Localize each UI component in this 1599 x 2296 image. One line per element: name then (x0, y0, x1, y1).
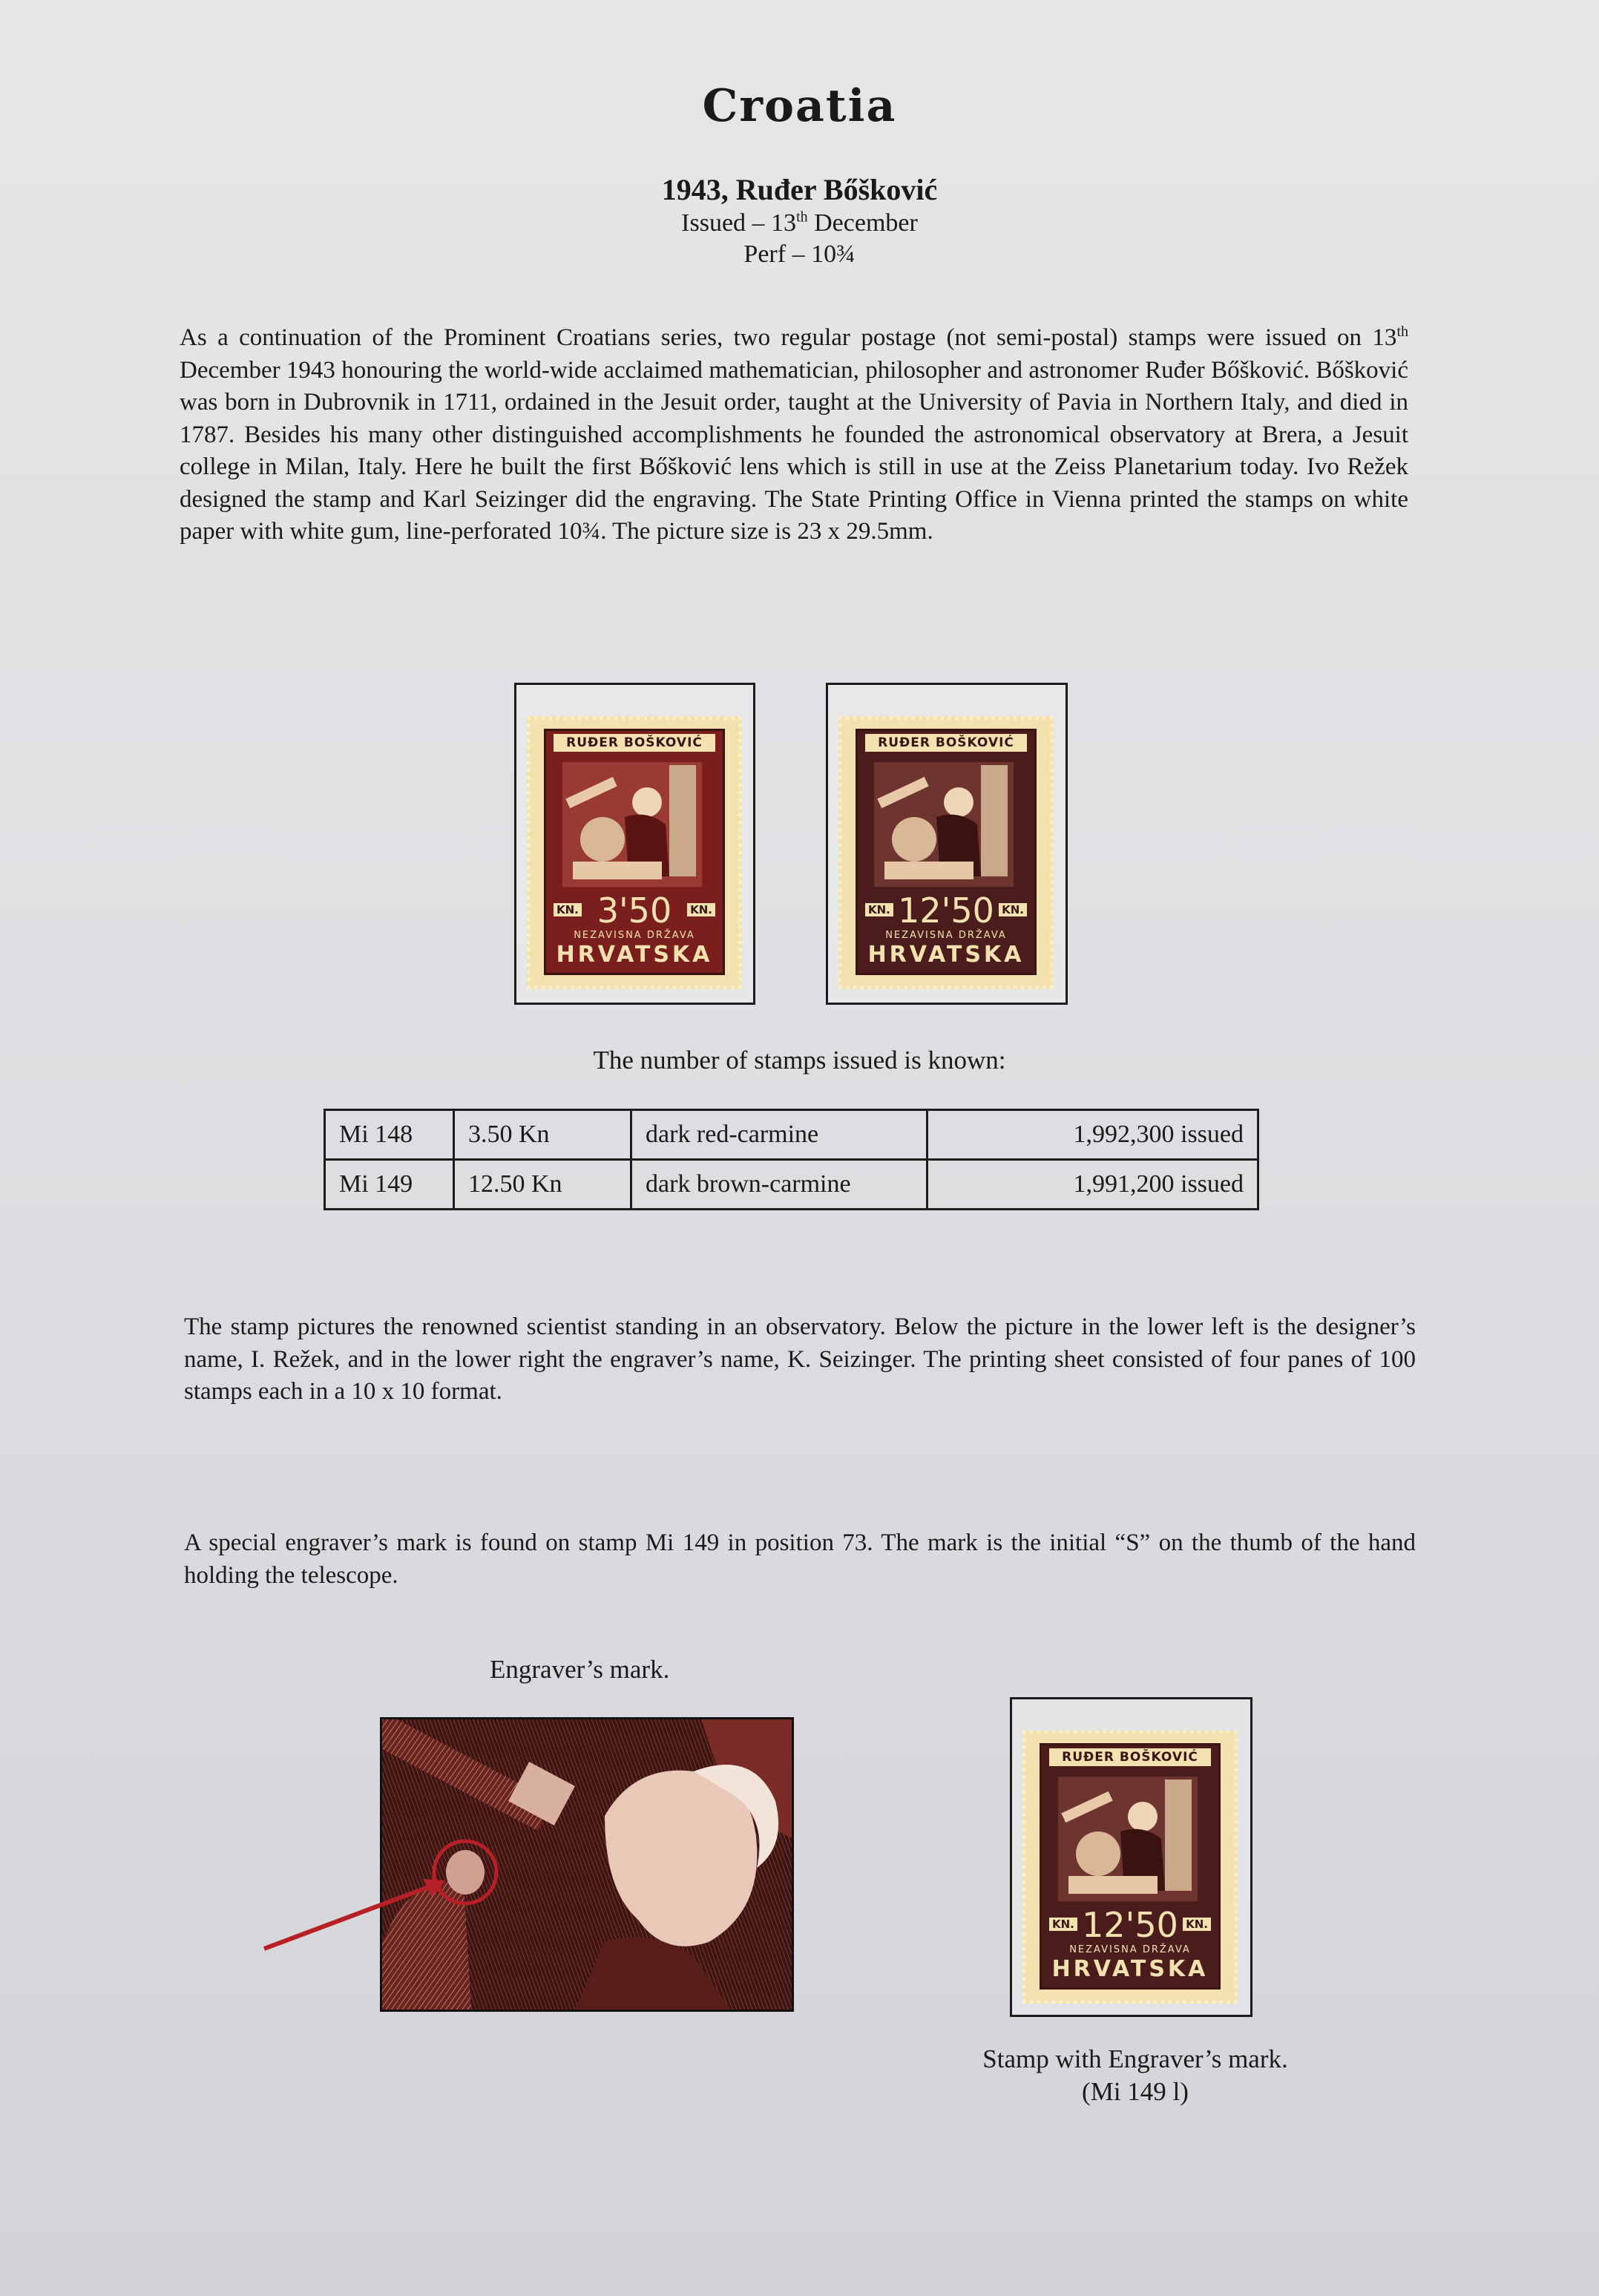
stamp-value: 3'50 (597, 890, 672, 931)
intro-paragraph: As a continuation of the Prominent Croatians series, two regular postage (not semi-postal) stamps were issued on 13th December 1943 honouring the world-wide acclaimed mathematician, philosopher and astronomer Ruđer Bőšković. Bőšković was born in Dubrovnik in 1711, ordained in the Jesuit order, taught at the University of Pavia in Northern Italy, and died in 1787. Besides his many other distinguished accomplishments he founded the astronomical observatory at Brera, a Jesuit college in Milan, Italy. Here he built the first Bőšković lens which is still in use at the Zeiss Planetarium today. Ivo Režek designed the stamp and Karl Seizinger did the engraving. The State Printing Office in Vienna printed the stamps on white paper with white gum, line-perforated 10¾. The picture size is 23 x 29.5mm. (180, 324, 1408, 545)
stamp-country-line: NEZAVISNA DRŽAVA (885, 930, 1007, 941)
face-value: 3.50 Kn (454, 1110, 631, 1160)
engraver-mark-paragraph: A special engraver’s mark is found on stamp Mi 149 in position 73. The mark is the initial “S” on the thumb of the hand holding the telescope. (184, 1529, 1416, 1589)
stamps-issued-caption: The number of stamps issued is known: (593, 1046, 1006, 1075)
stamp-value: 12'50 (898, 890, 994, 931)
table-row (325, 1110, 1258, 1160)
issue-title: 1943, Ruđer Bőšković (661, 173, 938, 206)
quantity-issued: 1,992,300 issued (927, 1110, 1258, 1160)
stamp-name-band: RUĐER BOŠKOVIĆ (554, 734, 715, 752)
mark-stamp-caption: Stamp with Engraver’s mark. (Mi 149 l) (982, 2044, 1288, 2106)
stamp-mi149: RUĐER BOŠKOVIĆ KN. 12'50 KN. NEZAVISNA DRŽAVA HRVATSKA (838, 716, 1054, 989)
stamp-description-paragraph: The stamp pictures the renowned scientist standing in an observatory. Below the picture in the lower left is the designer’s name, I. Režek, and in the lower right the engraver’s name, K. Seizinger. The printing sheet consisted of four panes of 100 stamps each in a 10 x 10 format. (184, 1313, 1416, 1405)
stamp-mi149-with-mark: RUĐER BOŠKOVIĆ KN. 12'50 KN. NEZAVISNA DRŽAVA HRVATSKA (1022, 1731, 1238, 2004)
stamp-color: dark brown-carmine (631, 1160, 927, 1210)
perforation: Perf – 10¾ (743, 240, 856, 268)
table-row (325, 1160, 1258, 1210)
stamp-name-band: RUĐER BOŠKOVIĆ (1049, 1748, 1211, 1766)
telescope-closeup-icon (382, 1719, 792, 2010)
engraver-mark-caption: Engraver’s mark. (490, 1655, 670, 1684)
stamp-country: HRVATSKA (1051, 1956, 1209, 1982)
face-value: 12.50 Kn (454, 1160, 631, 1210)
stamp-mi148: RUĐER BOŠKOVIĆ KN. 3'50 KN. NEZAVISNA DRŽAVA HRVATSKA (527, 716, 742, 989)
stamp-name-band: RUĐER BOŠKOVIĆ (865, 734, 1027, 752)
boskovic-portrait-icon (558, 758, 706, 891)
issue-quantities-table (324, 1109, 1259, 1210)
stamp-value: 12'50 (1082, 1905, 1178, 1945)
stamp-mount-mi149 (826, 683, 1068, 1005)
page-country-title: Croatia (702, 80, 897, 132)
stamp-mount-mi149-mark (1010, 1697, 1252, 2017)
stamp-country: HRVATSKA (867, 942, 1025, 968)
stamp-country-line: NEZAVISNA DRŽAVA (574, 930, 695, 941)
catalog-number: Mi 149 (325, 1160, 454, 1210)
engraver-mark-closeup-image (380, 1717, 794, 2012)
boskovic-portrait-icon (870, 758, 1018, 891)
catalog-number: Mi 148 (325, 1110, 454, 1160)
stamp-mount-mi148 (514, 683, 755, 1005)
quantity-issued: 1,991,200 issued (927, 1160, 1258, 1210)
stamp-country: HRVATSKA (556, 942, 713, 968)
stamp-color: dark red-carmine (631, 1110, 927, 1160)
issued-date: Issued – 13th December (681, 209, 918, 237)
pointer-arrow-icon (260, 1870, 467, 1959)
boskovic-portrait-icon (1054, 1772, 1202, 1906)
stamp-country-line: NEZAVISNA DRŽAVA (1069, 1944, 1191, 1955)
